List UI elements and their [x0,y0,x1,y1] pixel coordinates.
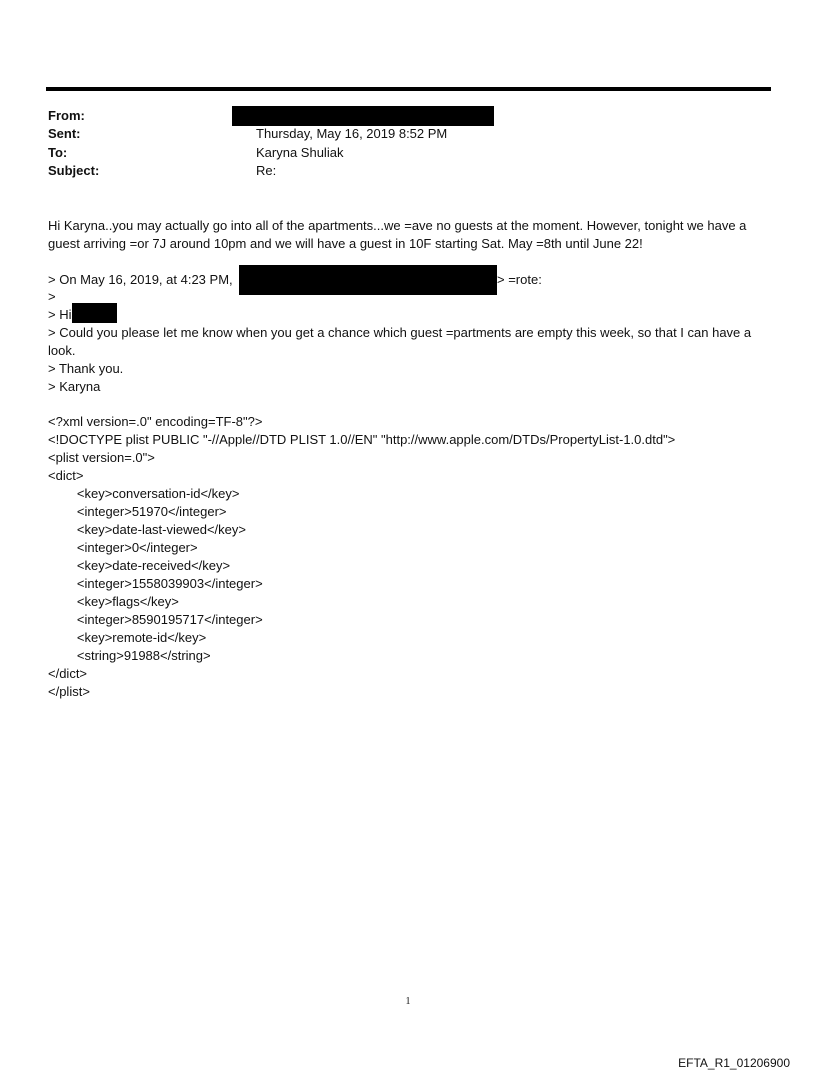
quote-blank: > [48,289,56,304]
plist-line: <dict> [48,468,84,483]
to-label: To: [48,145,68,160]
plist-line: <key>remote-id</key> [48,630,207,645]
sent-value: Thursday, May 16, 2019 8:52 PM [256,126,448,141]
plist-line: <key>date-received</key> [48,558,231,573]
plist-line: <integer>51970</integer> [48,504,227,519]
quote-lead: > On May 16, 2019, at 4:23 PM, [48,272,233,287]
sent-label: Sent: [48,126,81,141]
plist-line: <!DOCTYPE plist PUBLIC "-//Apple//DTD PLIST 1.0//EN" "http://www.apple.com/DTDs/PropertyList-1.0.dtd"> [48,432,676,447]
plist-line: <integer>1558039903</integer> [48,576,263,591]
subject-label: Subject: [48,163,100,178]
plist-line: <key>conversation-id</key> [48,486,240,501]
from-label: From: [48,108,85,123]
quote-request: > Could you please let me know when you get a chance which guest =partments are empty this week, so that I can have a look. [48,325,752,358]
plist-line: </plist> [48,684,90,699]
page-number: 1 [405,996,411,1007]
header-rule [46,87,771,91]
plist-line: <string>91988</string> [48,648,211,663]
quote-signature: > Karyna [48,379,101,394]
plist-line: <integer>8590195717</integer> [48,612,263,627]
to-value: Karyna Shuliak [256,145,344,160]
quote-hi: > Hi [48,307,72,322]
redaction-sender [239,265,497,295]
redaction-name [72,303,117,323]
plist-line: <key>date-last-viewed</key> [48,522,246,537]
quote-tail: > =rote: [497,272,542,287]
plist-line: <?xml version=.0" encoding=TF-8"?> [48,414,263,429]
redaction-from [232,106,494,126]
subject-value: Re: [256,163,277,178]
plist-line: <key>flags</key> [48,594,179,609]
plist-line: <plist version=.0"> [48,450,155,465]
message-paragraph: Hi Karyna..you may actually go into all of the apartments...we =ave no guests at the moment. However, tonight we have a guest arriving =or 7J around 10pm and we will have a guest in 10F starting Sat. May =8th until June 22! [48,218,747,251]
plist-line: <integer>0</integer> [48,540,198,555]
document-id: EFTA_R1_01206900 [678,1056,790,1070]
plist-line: </dict> [48,666,88,681]
quote-thanks: > Thank you. [48,361,124,376]
